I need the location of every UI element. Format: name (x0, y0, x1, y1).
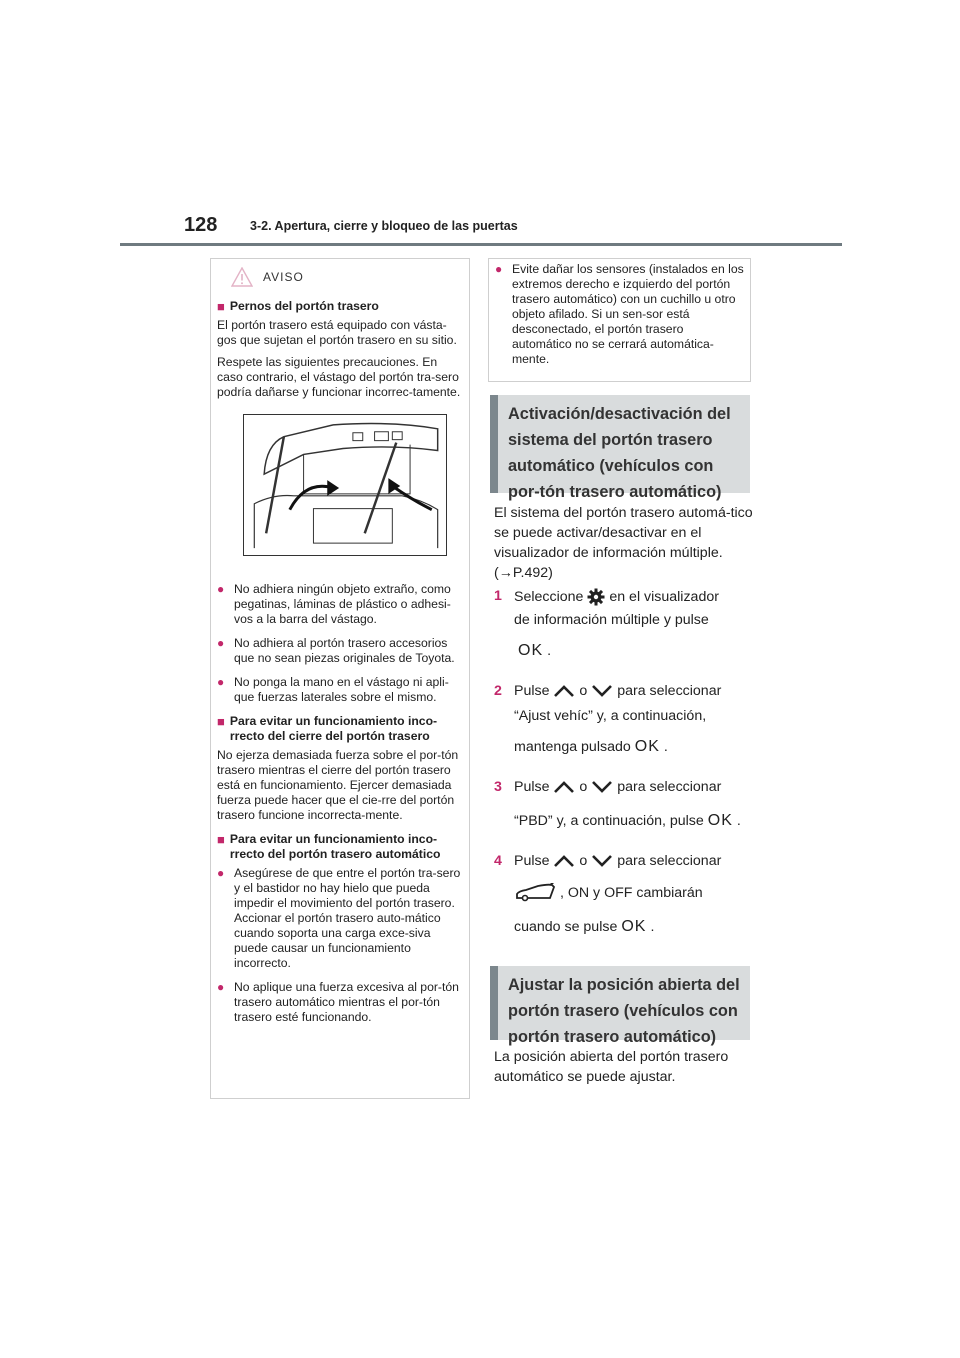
header-divider (120, 243, 842, 246)
bullet-dot-icon: ● (217, 636, 225, 650)
section-intro: La posición abierta del portón trasero automático se puede ajustar. (494, 1049, 729, 1085)
warning-label: AVISO (263, 270, 304, 284)
chevron-up-icon (553, 780, 575, 794)
step-number: 2 (494, 683, 502, 699)
chevron-up-icon (553, 684, 575, 698)
square-bullet-icon: ■ (217, 832, 225, 847)
bullet-item: ● Asegúrese de que entre el portón tra-sero y el bastidor no hay hielo que pueda impedir el movimiento del portón trasero. Accionar el portón trasero auto-mático cuando soporta una carga exce-siva puede causar un funcionamiento incorrecto. (217, 866, 461, 970)
ok-button-icon: OK (634, 738, 660, 755)
chevron-down-icon (591, 780, 613, 794)
bullet-item: ● No ponga la mano en el vástago ni apli-que fuerzas laterales sobre el mismo. (217, 675, 449, 704)
warning-box (210, 258, 470, 1099)
chevron-down-icon (591, 854, 613, 868)
bullet-dot-icon: ● (495, 262, 503, 276)
bullet-item: ● Evite dañar los sensores (instalados en los extremos derecho e izquierdo del portón trasero automático) con un cuchillo u otro objeto afilado. Si un sen-sor está desconectado, el portón trasero automático no se cerrará automática-mente. (495, 262, 744, 366)
paragraph: Respete las siguientes precauciones. En caso contrario, el vástago del portón tra-sero podría dañarse y funcionar incorrec-tamente. (217, 355, 461, 399)
step-number: 3 (494, 779, 502, 795)
section-heading-activation: Activación/desactivación del sistema del portón trasero automático (vehículos con por-tón trasero automático) (490, 395, 750, 493)
bullet-dot-icon: ● (217, 980, 225, 994)
chevron-up-icon (553, 854, 575, 868)
gear-icon (587, 588, 605, 606)
power-back-door-icon (514, 883, 556, 903)
page-number: 128 (184, 214, 218, 236)
bullet-item: ● No adhiera al portón trasero accesorios que no sean piezas originales de Toyota. (217, 636, 455, 665)
warning-triangle-icon (231, 267, 253, 287)
step-number: 1 (494, 588, 502, 604)
ok-button-icon: OK (518, 642, 544, 659)
chevron-down-icon (591, 684, 613, 698)
bullet-dot-icon: ● (217, 582, 225, 596)
subheading-power-tailgate: ■ Para evitar un funcionamiento inco-rrecto del portón trasero automático (217, 832, 441, 861)
square-bullet-icon: ■ (217, 714, 225, 729)
section-intro: El sistema del portón trasero automá-tico se puede activar/desactivar en el visualizador de información múltiple. (→P.492) (494, 505, 753, 581)
bullet-item: ● No aplique una fuerza excesiva al por-tón trasero automático mientras el por-tón trasero esté funcionando. (217, 980, 459, 1024)
paragraph: El portón trasero está equipado con vásta-gos que sujetan el portón trasero en su sitio. (217, 318, 457, 347)
square-bullet-icon: ■ (217, 299, 225, 314)
bullet-dot-icon: ● (217, 675, 225, 689)
section-title: 3-2. Apertura, cierre y bloqueo de las puertas (250, 219, 518, 233)
paragraph: No ejerza demasiada fuerza sobre el por-tón trasero mientras el cierre del portón trasero está en funcionamiento. Ejercer demasiada fuerza puede hacer que el cie-rre del portón trasero funcione incorrecta-mente. (217, 748, 459, 822)
ok-button-icon: OK (621, 918, 647, 935)
bullet-item: ● No adhiera ningún objeto extraño, como pegatinas, láminas de plástico o adhesi-vos a la barra del vástago. (217, 582, 451, 626)
subheading-rods: ■ Pernos del portón trasero (217, 299, 379, 314)
tailgate-struts-illustration (243, 414, 447, 556)
step-number: 4 (494, 853, 502, 869)
warning-box-continued (488, 258, 751, 382)
warning-header (231, 267, 463, 287)
subheading-closer: ■ Para evitar un funcionamiento inco-rrecto del cierre del portón trasero (217, 714, 438, 743)
page-reference: (→P.492) (494, 565, 553, 581)
ok-button-icon: OK (707, 812, 733, 829)
bullet-dot-icon: ● (217, 866, 225, 880)
section-heading-open-position: Ajustar la posición abierta del portón trasero (vehículos con portón trasero automático) (490, 966, 750, 1040)
